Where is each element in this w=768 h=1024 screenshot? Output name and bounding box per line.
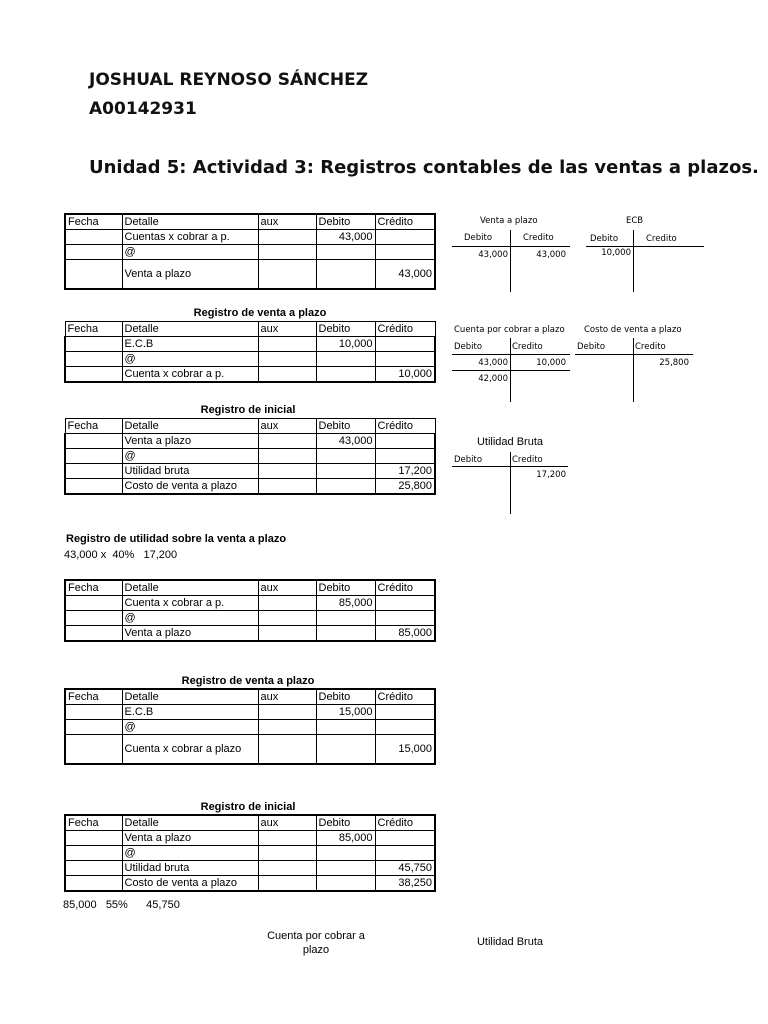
debito-cell	[316, 464, 375, 479]
table-row	[65, 626, 435, 642]
credito-cell: 43,000	[375, 260, 435, 290]
t-line	[452, 370, 570, 371]
debito-cell	[316, 720, 375, 735]
debito-cell: 43,000	[316, 434, 375, 449]
credito-cell	[375, 449, 435, 464]
debito-cell	[316, 352, 375, 367]
credito-cell: 25,800	[375, 479, 435, 495]
detalle-cell: E.C.B	[122, 337, 258, 352]
table-row	[65, 861, 435, 876]
debito-cell	[316, 245, 375, 260]
credito-cell	[375, 611, 435, 626]
t-account-utilidad	[452, 452, 572, 516]
t-credit-value: 25,800	[659, 358, 689, 368]
col-aux: aux	[258, 214, 316, 230]
t-credit-label: Credito	[646, 234, 677, 244]
detalle-cell: Utilidad bruta	[122, 464, 258, 479]
t-debit-value: 43,000	[478, 250, 508, 260]
credito-cell	[375, 720, 435, 735]
table-row	[65, 611, 435, 626]
credito-cell: 17,200	[375, 464, 435, 479]
journal-title-5: Registro de venta a plazo	[181, 675, 315, 687]
credito-cell	[375, 596, 435, 611]
footer-cxc-title: Cuenta por cobrar a plazo	[267, 930, 365, 956]
journal-table-5	[64, 688, 436, 765]
col-debito: Debito	[316, 214, 375, 230]
t-account-title-utilidad: Utilidad Bruta	[476, 436, 544, 448]
debito-cell: 43,000	[316, 230, 375, 245]
journal-title-3: Registro de inicial	[200, 404, 296, 416]
col-detalle: Detalle	[122, 322, 258, 337]
detalle-cell: @	[122, 720, 258, 735]
col-debito: Debito	[316, 419, 375, 434]
detalle-cell: @	[122, 611, 258, 626]
table-row	[65, 449, 435, 464]
debito-cell: 10,000	[316, 337, 375, 352]
col-debito: Debito	[316, 580, 375, 596]
t-credit-label: Credito	[512, 342, 543, 352]
col-detalle: Detalle	[122, 689, 258, 705]
detalle-cell: Utilidad bruta	[122, 861, 258, 876]
credito-cell	[375, 337, 435, 352]
col-credito: Crédito	[375, 815, 435, 831]
detalle-cell: @	[122, 449, 258, 464]
detalle-cell: Cuenta x cobrar a plazo	[122, 735, 258, 765]
t-debit-balance: 42,000	[478, 374, 508, 384]
col-debito: Debito	[316, 322, 375, 337]
col-debito: Debito	[316, 689, 375, 705]
detalle-cell: Costo de venta a plazo	[122, 876, 258, 892]
t-line	[452, 246, 570, 247]
t-account-venta-plazo	[452, 216, 572, 296]
detalle-cell: Venta a plazo	[122, 831, 258, 846]
journal-table-1	[64, 213, 436, 290]
journal-table-6	[64, 814, 436, 892]
detalle-cell: Cuenta x cobrar a p.	[122, 596, 258, 611]
detalle-cell: @	[122, 352, 258, 367]
col-aux: aux	[258, 419, 316, 434]
t-account-title: Venta a plazo	[480, 216, 538, 226]
credito-cell	[375, 846, 435, 861]
table-row	[65, 260, 435, 290]
t-line	[510, 452, 511, 514]
debito-cell	[316, 367, 375, 383]
credito-cell: 45,750	[375, 861, 435, 876]
table-row	[65, 230, 435, 245]
col-fecha: Fecha	[65, 322, 122, 337]
journal-table-4	[64, 579, 436, 642]
t-debit-label: Debito	[454, 455, 483, 465]
t-account-cxc	[452, 324, 576, 404]
table-row	[65, 434, 435, 449]
debito-cell	[316, 861, 375, 876]
t-credit-label: Credito	[635, 342, 666, 352]
col-fecha: Fecha	[65, 689, 122, 705]
t-account-costo	[575, 324, 695, 404]
journal-title-2: Registro de venta a plazo	[193, 307, 327, 319]
t-credit-value: 17,200	[536, 470, 566, 480]
col-credito: Crédito	[375, 419, 435, 434]
table-row	[65, 846, 435, 861]
table-row	[65, 479, 435, 495]
t-account-title: Costo de venta a plazo	[584, 325, 682, 335]
debito-cell	[316, 876, 375, 892]
t-line	[510, 230, 511, 292]
col-aux: aux	[258, 689, 316, 705]
col-credito: Crédito	[375, 214, 435, 230]
debito-cell	[316, 846, 375, 861]
journal-title-6: Registro de inicial	[200, 801, 296, 813]
col-detalle: Detalle	[122, 214, 258, 230]
journal-table-2	[64, 321, 436, 383]
credito-cell: 10,000	[375, 367, 435, 383]
t-account-ecb	[586, 216, 706, 296]
t-line	[510, 338, 511, 402]
col-debito: Debito	[316, 815, 375, 831]
debito-cell	[316, 626, 375, 642]
debito-cell	[316, 260, 375, 290]
t-line	[452, 354, 570, 355]
credito-cell	[375, 230, 435, 245]
t-debit-value: 43,000	[478, 358, 508, 368]
col-fecha: Fecha	[65, 214, 122, 230]
credito-cell	[375, 245, 435, 260]
detalle-cell: Venta a plazo	[122, 434, 258, 449]
detalle-cell: @	[122, 846, 258, 861]
detalle-cell: Cuentas x cobrar a p.	[122, 230, 258, 245]
col-detalle: Detalle	[122, 419, 258, 434]
table-row	[65, 831, 435, 846]
col-credito: Crédito	[375, 580, 435, 596]
credito-cell	[375, 434, 435, 449]
table-row	[65, 876, 435, 892]
credito-cell	[375, 831, 435, 846]
utilidad-note-calc: 43,000 x 40% 17,200	[64, 549, 178, 561]
t-credit-value: 10,000	[536, 358, 566, 368]
t-credit-value: 43,000	[536, 250, 566, 260]
col-detalle: Detalle	[122, 580, 258, 596]
debito-cell	[316, 735, 375, 765]
table-row	[65, 352, 435, 367]
debito-cell: 15,000	[316, 705, 375, 720]
student-id: A00142931	[89, 99, 197, 119]
detalle-cell: Cuenta x cobrar a p.	[122, 367, 258, 383]
detalle-cell: E.C.B	[122, 705, 258, 720]
t-debit-label: Debito	[464, 233, 493, 243]
table-row	[65, 464, 435, 479]
t-line	[633, 338, 634, 402]
detalle-cell: Venta a plazo	[122, 260, 258, 290]
journal-table-3	[64, 418, 436, 495]
debito-cell	[316, 449, 375, 464]
table-row	[65, 245, 435, 260]
debito-cell: 85,000	[316, 831, 375, 846]
table-row	[65, 705, 435, 720]
footer-utilidad-title: Utilidad Bruta	[476, 936, 544, 948]
t-credit-label: Credito	[523, 233, 554, 243]
credito-cell: 15,000	[375, 735, 435, 765]
t-line	[633, 230, 634, 292]
credito-cell	[375, 352, 435, 367]
t-debit-label: Debito	[590, 234, 619, 244]
debito-cell	[316, 479, 375, 495]
t-debit-label: Debito	[577, 342, 606, 352]
utilidad-note-title: Registro de utilidad sobre la venta a plazo	[66, 533, 287, 545]
debito-cell	[316, 611, 375, 626]
detalle-cell: Venta a plazo	[122, 626, 258, 642]
table-row	[65, 735, 435, 765]
credito-cell	[375, 705, 435, 720]
col-aux: aux	[258, 815, 316, 831]
table-row	[65, 720, 435, 735]
col-detalle: Detalle	[122, 815, 258, 831]
t-debit-value: 10,000	[601, 248, 631, 258]
journal6-calc: 85,000 55% 45,750	[63, 899, 180, 911]
t-credit-label: Credito	[512, 455, 543, 465]
col-fecha: Fecha	[65, 419, 122, 434]
col-fecha: Fecha	[65, 815, 122, 831]
page-title: Unidad 5: Actividad 3: Registros contables de las ventas a plazos.	[89, 157, 759, 178]
col-credito: Crédito	[375, 689, 435, 705]
t-line	[575, 354, 693, 355]
table-row	[65, 596, 435, 611]
student-name: JOSHUAL REYNOSO SÁNCHEZ	[89, 70, 369, 90]
col-credito: Crédito	[375, 322, 435, 337]
table-row	[65, 367, 435, 383]
t-debit-label: Debito	[454, 342, 483, 352]
col-aux: aux	[258, 580, 316, 596]
table-row	[65, 337, 435, 352]
detalle-cell: Costo de venta a plazo	[122, 479, 258, 495]
t-account-title: Cuenta por cobrar a plazo	[454, 325, 565, 335]
detalle-cell: @	[122, 245, 258, 260]
credito-cell: 85,000	[375, 626, 435, 642]
credito-cell: 38,250	[375, 876, 435, 892]
debito-cell: 85,000	[316, 596, 375, 611]
t-line	[586, 246, 704, 247]
col-aux: aux	[258, 322, 316, 337]
col-fecha: Fecha	[65, 580, 122, 596]
t-account-title: ECB	[626, 216, 644, 226]
